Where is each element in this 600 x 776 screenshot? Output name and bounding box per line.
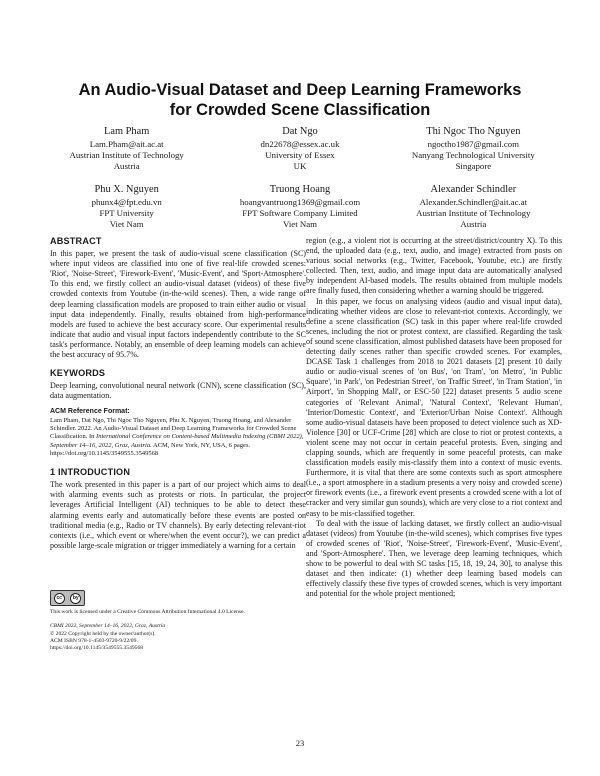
author-location: Austria <box>113 161 140 171</box>
acm-reference-authors: Lam Pham, Dat Ngo, Thi Ngoc Tho Nguyen, Phu X. Nguyen, Truong Hoang, and Alexander Schindler. 2022. An Audio-Visual Dataset and Deep Learning Frameworks for Crowded Scene Classification. In <box>50 416 297 441</box>
publication-info <box>50 623 306 652</box>
attribution-icon: by <box>70 593 81 604</box>
acm-reference-venue: International Conference on Content-based Multimedia Indexing (CBMI 2022), September 14–16, 2022, Graz, Austria. <box>50 433 304 449</box>
acm-reference-tail: ACM, New York, NY, USA, 6 pages. https://doi.org/10.1145/3549555.3549568 <box>50 441 251 457</box>
author-name: Lam Pham <box>104 126 150 137</box>
author-block <box>40 183 213 230</box>
author-row-1 <box>40 125 560 172</box>
author-block <box>40 125 213 172</box>
author-email: Lam.Pham@ait.ac.at <box>89 139 164 149</box>
paper-title <box>40 80 560 120</box>
author-email: phunx4@fpt.edu.vn <box>91 197 162 207</box>
isbn-line: ACM ISBN 978-1-4503-9720-9/22/09. <box>50 637 138 644</box>
author-block <box>387 125 560 172</box>
author-block <box>213 183 386 230</box>
author-location: UK <box>293 161 307 171</box>
right-column <box>306 236 562 599</box>
body-paragraph: To deal with the issue of lacking dataset, we firstly collect an audio-visual dataset (videos) from Youtube (in-the-wild scenes), which comprises five types of crowded scenes of 'Riot', 'Noise-Street', 'Firework-Event', 'Music-Event', and 'Sport-Atmosphere'. Then, we leverage deep learning techniques, which show to be powerful to deal with SC tasks [15, 18, 19, 24, 30], to analyse this dataset and then indicate: (1) whether deep learning based models can effectively classify these five types of crowded scenes, which is very important and potential for the whole project mentioned; <box>306 518 562 599</box>
author-affiliation: Austrian Institute of Technology <box>69 150 184 160</box>
author-location: Viet Nam <box>283 219 317 229</box>
author-affiliation: Nanyang Technological University <box>411 150 535 160</box>
introduction-text: The work presented in this paper is a part of our project which aims to deal with alarming events such as protests or riots. In particular, the project leverages Artificial Intelligent (AI) techniques to be able to detect these alarming events early and automatically before these events are posted on traditional media (e.g., Radio or TV channels). By early detecting relevant-riot contexts (i.e., which event or where/when the event occur?), we can predict a possible large-scale migration or trigger immediately a warning for a certain <box>50 480 306 550</box>
introduction-heading: 1 INTRODUCTION <box>50 467 131 478</box>
title-line-1: An Audio-Visual Dataset and Deep Learning Frameworks <box>78 81 522 99</box>
page-number: 23 <box>295 738 305 748</box>
author-name: Truong Hoang <box>269 184 331 195</box>
conference-line: CBMI 2022, September 14–16, 2022, Graz, Austria <box>50 623 166 630</box>
author-email: ngoctho1987@gmail.com <box>427 139 520 149</box>
author-name: Dat Ngo <box>282 126 318 137</box>
abstract-text: In this paper, we present the task of audio-visual scene classification (SC) where input videos are classified into one of five real-life crowded scenes: 'Riot', 'Noise-Street', 'Firework-Event', 'Music-Event', and 'Sport-Atmosphere'. To this end, we firstly collect an audio-visual dataset (videos) of these five crowded contexts from Youtube (in-the-wild scenes). Then, a wide range of deep learning classification models are proposed to train either audio or visual input data independently. Finally, results obtained from high-performance models are fused to achieve the best accuracy score. Our experimental results indicate that audio and visual input factors independently contribute to the SC task's performance. Notably, an ensemble of deep learning models can achieve the best accuracy of 95.7%. <box>50 249 306 360</box>
doi-link[interactable]: https://doi.org/10.1145/3549555.3549568 <box>50 645 144 652</box>
copyright-line: © 2022 Copyright held by the owner/author(s). <box>50 630 156 637</box>
keywords-text: Deep learning, convolutional neural network (CNN), scene classification (SC), data augmentation. <box>50 381 306 401</box>
acm-reference-text <box>50 417 306 458</box>
author-location: Viet Nam <box>109 219 144 229</box>
body-paragraph: In this paper, we focus on analysing videos (audio and visual input data), indicating whether videos are close to relevant-riot contexts. Accordingly, we define a scene classification (SC) task in this paper where real-life crowded scenes, including the riot or protest context, are classified. Regarding the task of sound scene classification, almost published datasets have been proposed for detecting daily scenes rather than specific crowded scenes. For examples, DCASE Task 1 challenges from 2018 to 2021 datasets [2] present 10 daily audio or audio-visual scenes of 'on Bus', 'on Tram', 'on Metro', 'in Public Square', 'in Park', 'on Pedestrian Street', 'on Traffic Street', 'in Tram Station', 'in Airport', 'in Shopping Mall', or ESC-50 [22] dataset presents 5 audio scene categories of 'Relevant Animal', 'Natural Context', 'Relevant Human', 'Interior/Domestic Context', and 'Exterior/Urban Noise Context'. Although some audio-visual datasets have been proposed to detect violence such as XD-Violence [30] or UCF-Crime [28] which are close to riot or protest contexts, a violent scene may not occur in certain peaceful protests. Even, singing and clapping sounds, which are frequently in some peaceful protests, can make classification models easily mis-classify them into a context of music events. Furthermore, it is vital that there are some contexts such as sport atmosphere (i.e., a sport atmosphere in a stadium presents a very noisy and crowded scene) or firework events (i.e., a firework event presents a crowded scene with a lot of cracker and very similar gun sounds), which are very close to a riot context and easy to be mis-classified together. <box>306 296 562 518</box>
author-email: dn22678@essex.ac.uk <box>260 139 340 149</box>
author-block <box>387 183 560 230</box>
author-name: Alexander Schindler <box>430 184 517 195</box>
author-affiliation: University of Essex <box>265 150 335 160</box>
keywords-heading: KEYWORDS <box>50 368 106 379</box>
author-name: Phu X. Nguyen <box>94 184 159 195</box>
author-name: Thi Ngoc Tho Nguyen <box>426 126 521 137</box>
author-email: Alexander.Schindler@ait.ac.at <box>419 197 528 207</box>
license-text: This work is licensed under a Creative Commons Attribution International 4.0 License. <box>50 609 245 615</box>
author-location: Austria <box>460 219 487 229</box>
acm-reference <box>50 408 306 458</box>
author-row-2 <box>40 183 560 230</box>
cc-icon: cc <box>54 593 65 604</box>
left-column <box>50 236 306 551</box>
author-affiliation: Austrian Institute of Technology <box>416 208 531 218</box>
creative-commons-icon[interactable] <box>50 590 85 606</box>
author-email: hoangvantruong1369@gmail.com <box>239 197 361 207</box>
acm-reference-heading: ACM Reference Format: <box>50 408 130 416</box>
author-affiliation: FPT Software Company Limited <box>242 208 358 218</box>
title-line-2: for Crowded Scene Classification <box>169 101 431 119</box>
author-affiliation: FPT University <box>99 208 154 218</box>
copyright-footer <box>50 590 306 652</box>
author-block <box>213 125 386 172</box>
author-location: Singapore <box>455 161 492 171</box>
body-paragraph: region (e.g., a violent riot is occurring at the street/district/country X). To this end, the uploaded data (e.g., text, audio, and image) extracted from posts on various social networks (e.g., Twitter, Facebook, Youtube, etc.) are firstly collected. Then, text, audio, and image input data are automatically analysed by independent AI-based models. The results obtained from multiple models are finally fused, then considering whether a warning should be triggered. <box>306 236 562 296</box>
abstract-heading: ABSTRACT <box>50 236 102 246</box>
